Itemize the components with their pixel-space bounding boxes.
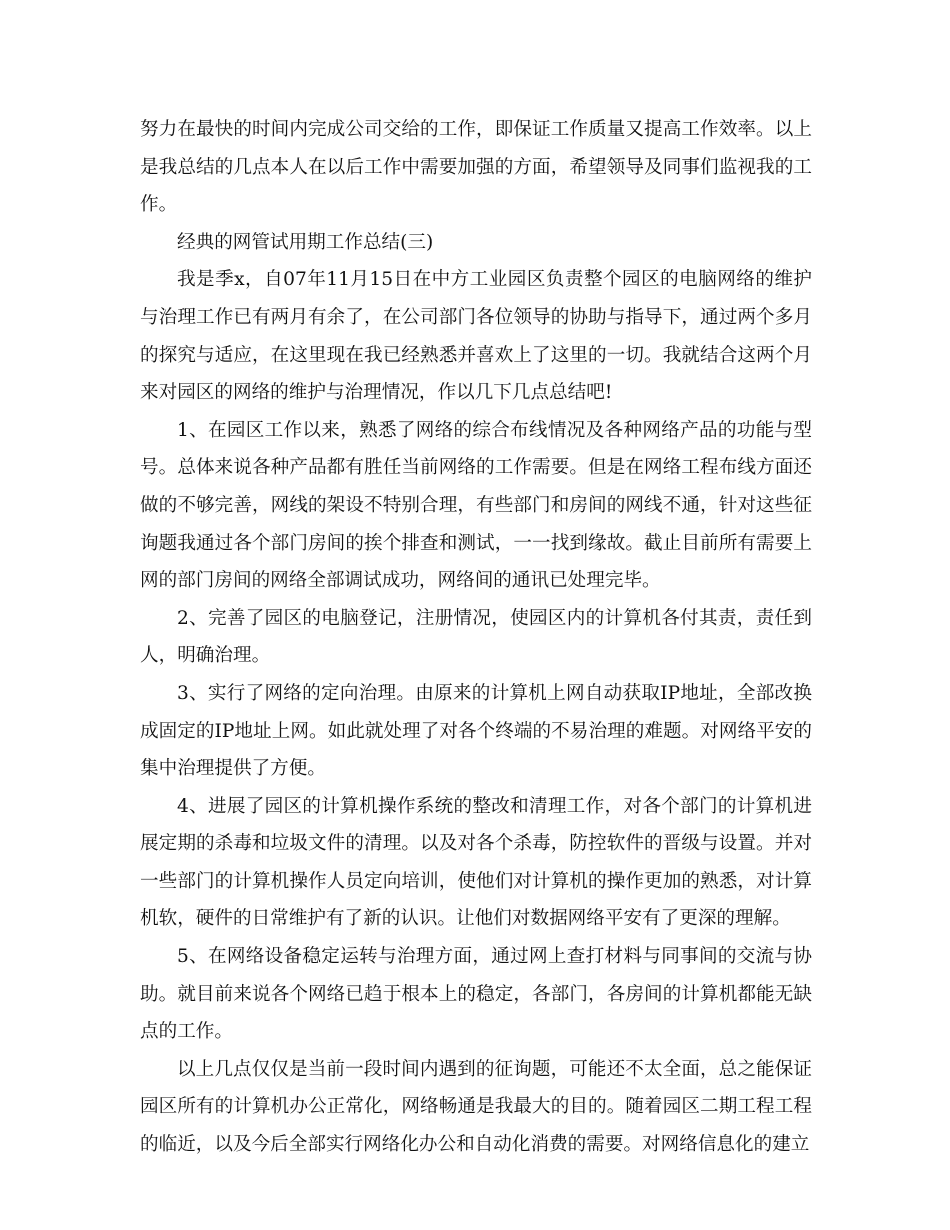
- paragraph-conclusion: 以上几点仅仅是当前一段时间内遇到的征询题，可能还不太全面，总之能保证园区所有的计算机办公正常化，网络畅通是我最大的目的。随着园区二期工程工程的临近，以及今后全部实行网络化办公和自动化消费的需要。对网络信息化的建立: [140, 1058, 812, 1156]
- document-body: [140, 111, 812, 1164]
- section-heading: 经典的网管试用期工作总结(三): [177, 231, 434, 253]
- paragraph-point-1: 1、在园区工作以来，熟悉了网络的综合布线情况及各种网络产品的功能与型号。总体来说各种产品都有胜任当前网络的工作需要。但是在网络工程布线方面还做的不够完善，网线的架设不特别合理，有些部门和房间的网线不通，针对这些征询题我通过各个部门房间的挨个排查和测试，一一找到缘故。截止目前所有需要上网的部门房间的网络全部调试成功，网络间的通讯已处理完毕。: [140, 419, 812, 592]
- paragraph-intro: 我是季x，自07年11月15日在中方工业园区负责整个园区的电脑网络的维护与治理工作已有两月有余了，在公司部门各位领导的协助与指导下，通过两个多月的探究与适应，在这里现在我已经熟悉并喜欢上了这里的一切。我就结合这两个月来对园区的网络的维护与治理情况，作以几下几点总结吧!: [140, 269, 812, 404]
- paragraph-point-5: 5、在网络设备稳定运转与治理方面，通过网上查打材料与同事间的交流与协助。就目前来说各个网络已趋于根本上的稳定，各部门，各房间的计算机都能无缺点的工作。: [140, 946, 812, 1043]
- paragraph-continuation: 努力在最快的时间内完成公司交给的工作，即保证工作质量又提高工作效率。以上是我总结的几点本人在以后工作中需要加强的方面，希望领导及同事们监视我的工作。: [140, 119, 812, 216]
- paragraph-point-4: 4、进展了园区的计算机操作系统的整改和清理工作，对各个部门的计算机进展定期的杀毒和垃圾文件的清理。以及对各个杀毒，防控软件的晋级与设置。并对一些部门的计算机操作人员定向培训，使他们对计算机的操作更加的熟悉，对计算机软，硬件的日常维护有了新的认识。让他们对数据网络平安有了更深的理解。: [140, 795, 812, 930]
- paragraph-point-2: 2、完善了园区的电脑登记，注册情况，使园区内的计算机各付其责，责任到人，明确治理。: [140, 607, 812, 667]
- paragraph-point-3: 3、实行了网络的定向治理。由原来的计算机上网自动获取IP地址，全部改换成固定的IP地址上网。如此就处理了对各个终端的不易治理的难题。对网络平安的集中治理提供了方便。: [140, 682, 812, 780]
